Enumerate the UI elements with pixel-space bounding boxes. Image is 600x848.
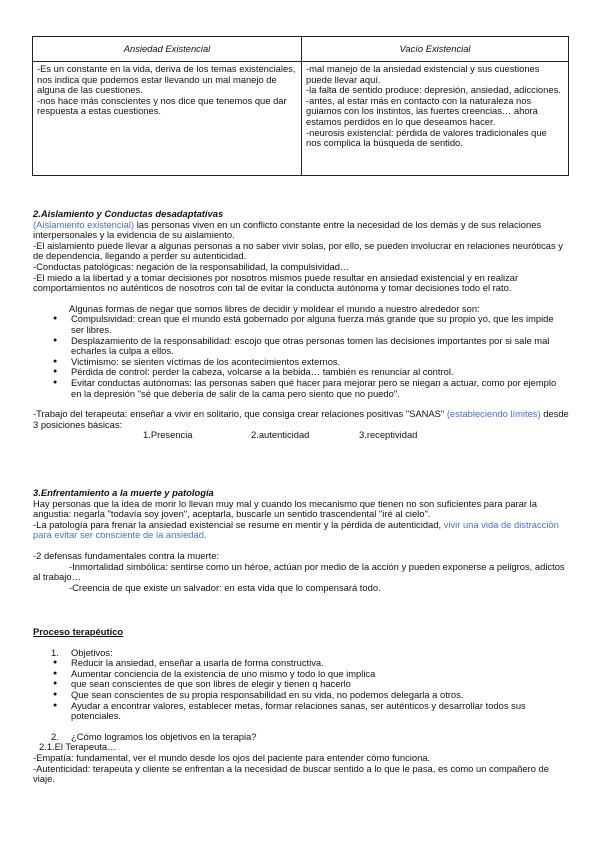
section-proceso <box>33 627 569 785</box>
paragraph-text: -La patología para frenar la ansiedad existencial se resume en mentir y la pérdida de autenticidad, <box>33 518 444 530</box>
cell-line: -antes, al estar más en contacto con la naturaleza nos guiamos con los instintos, las fuertes creencias… ahora estamos perdidos en lo que deseamos hacer. <box>306 94 538 127</box>
table-header-ansiedad: Ansiedad Existencial <box>33 37 302 62</box>
list-item: ● que sean conscientes de que son libres de elegir y tienen q hacerlo <box>33 679 569 690</box>
table-cell-vacio <box>302 62 569 176</box>
paragraph: Hay personas que la idea de morir lo llevan muy mal y cuando los mecanismo que tienen no son suficientes para parar la angustia: negarla "todavía soy joven", aceptarla, buscarle un sentido trascendental "iré al cielo". <box>33 497 537 520</box>
paragraph-text: desde 3 posiciones básicas: <box>33 408 569 430</box>
list-item: ● Evitar conductas autónomas: las personas saben qué hacer para mejorar pero se niegan a actuar, como por ejemplo en la depresión "sé que debería de salir de la cama pero siento que no puedo". <box>33 378 569 399</box>
paragraph <box>33 562 569 583</box>
cell-line: -Es un constante en la vida, deriva de los temas existenciales, nos indica que podemos estar llevando un mal manejo de alguna de las cuestiones. <box>37 63 296 96</box>
cell-line: -mal manejo de la ansiedad existencial y sus cuestiones puede llevar aquí. <box>306 63 540 85</box>
highlight-text: (estableciendo límites) <box>446 408 541 420</box>
list-item: ● Pérdida de control: perder la cabeza, volcarse a la bebida… también es renunciar al control. <box>33 367 569 378</box>
item-number: 2. <box>51 730 59 742</box>
section-heading: 3.Enfrentamiento a la muerte y patología <box>33 487 214 498</box>
paragraph-text: las personas viven en un conflicto constante entre la necesidad de los demás y de sus relaciones interpersonales y la evidencia de su aislamiento. <box>33 218 542 241</box>
cell-line: -la falta de sentido produce: depresión, ansiedad, adicciones. <box>306 84 561 96</box>
paragraph: -2 defensas fundamentales contra la muerte: <box>33 549 220 561</box>
defense-item: -Creencia de que existe un salvador: en esta vida que lo compensará todo. <box>69 581 381 593</box>
defense-item: -Inmortalidad simbólica: sentirse como un héroe, actúan por medio de la acción y pueden exponerse a peligros, adictos al trabajo… <box>33 560 565 583</box>
section-aislamiento <box>33 209 569 441</box>
item-number: 1. <box>51 646 59 658</box>
section-heading: 2.Aislamiento y Conductas desadaptativas <box>33 208 224 219</box>
paragraph: -Empatía: fundamental, ver el mundo desde los ojos del paciente para entender cómo funciona. <box>33 751 431 763</box>
comparison-table <box>32 36 569 176</box>
item-text: ¿Cómo logramos los objetivos en la terapia? <box>71 730 257 742</box>
position-item: 2.autenticidad <box>251 429 310 441</box>
section-muerte <box>33 488 569 593</box>
section-heading: Proceso terapéutico <box>33 626 124 637</box>
list-item: ● Que sean conscientes de su propia responsabilidad en su vida, no podemos delegarla a otros. <box>33 690 569 701</box>
position-item: 1.Presencia <box>143 429 193 441</box>
paragraph <box>33 220 569 241</box>
list-item: ● Desplazamiento de la responsabilidad: escojo que otras personas tomen las decisiones importantes por si sale mal echarles la culpa a ellos. <box>33 336 569 357</box>
table-cell-ansiedad <box>33 62 302 176</box>
paragraph: -Autenticidad: terapeuta y cliente se enfrentan a la necesidad de buscar sentido a lo que le pasa, es como un compañero de viaje. <box>33 762 549 785</box>
list-intro: Algunas formas de negar que somos libres de decidir y moldear el mundo a nuestro alrededor son: <box>69 302 480 314</box>
highlight-text: (Aislamiento existencial) <box>33 218 135 230</box>
paragraph: -El aislamiento puede llevar a algunas personas a no saber vivir solas, por ello, se pueden involucrar en relaciones neuróticas y de dependencia, llegando a perder su autenticidad. <box>33 239 563 262</box>
list-item: ● Aumentar conciencia de la existencia de uno mismo y todo lo que implica <box>33 669 569 680</box>
numbered-item <box>33 732 569 743</box>
table-header-vacio: Vacío Existencial <box>302 37 569 62</box>
list-item: ● Ayudar a encontrar valores, establecer metas, formar relaciones sanas, ser auténticos y desarrollar todos sus potenciales. <box>33 701 569 722</box>
cell-line: -nos hace más conscientes y nos dice que tenemos que dar respuesta a estas cuestiones. <box>37 94 287 117</box>
highlight-text: vivir una vida de distracción para evitar ser consciente de la ansiedad. <box>33 518 559 541</box>
positions-row <box>33 430 569 441</box>
item-text: Objetivos: <box>71 646 113 658</box>
paragraph: -El miedo a la libertad y a tomar decisiones por nosotros mismos puede resultar en ansiedad existencial y en realizar comportamientos no auténticos de nosotros con tal de evitar la conducta autónoma y tomar decisiones todo el rato. <box>33 271 519 294</box>
subheading: 2.1.El Terapeuta… <box>39 741 117 753</box>
list-item: ● Compulsividad: crean que el mundo está gobernado por alguna fuerza más grande que su propio yo, que les impide ser libres. <box>33 314 569 335</box>
paragraph-text: -Trabajo del terapeuta: enseñar a vivir en solitario, que consiga crear relaciones positivas "SANAS" <box>33 408 447 420</box>
paragraph <box>33 520 569 541</box>
position-item: 3.receptividad <box>359 429 418 441</box>
cell-line: -neurosis existencial: pérdida de valores tradicionales que nos complica la búsqueda de sentido. <box>306 126 547 149</box>
list-item: ● Reducir la ansiedad, enseñar a usarla de forma constructiva. <box>33 658 569 669</box>
list-item: ● Victimismo: se sienten víctimas de los acontecimientos externos. <box>33 357 569 368</box>
paragraph: -Conductas patológicas: negación de la responsabilidad, la compulsividad… <box>33 260 350 272</box>
paragraph <box>33 409 569 430</box>
